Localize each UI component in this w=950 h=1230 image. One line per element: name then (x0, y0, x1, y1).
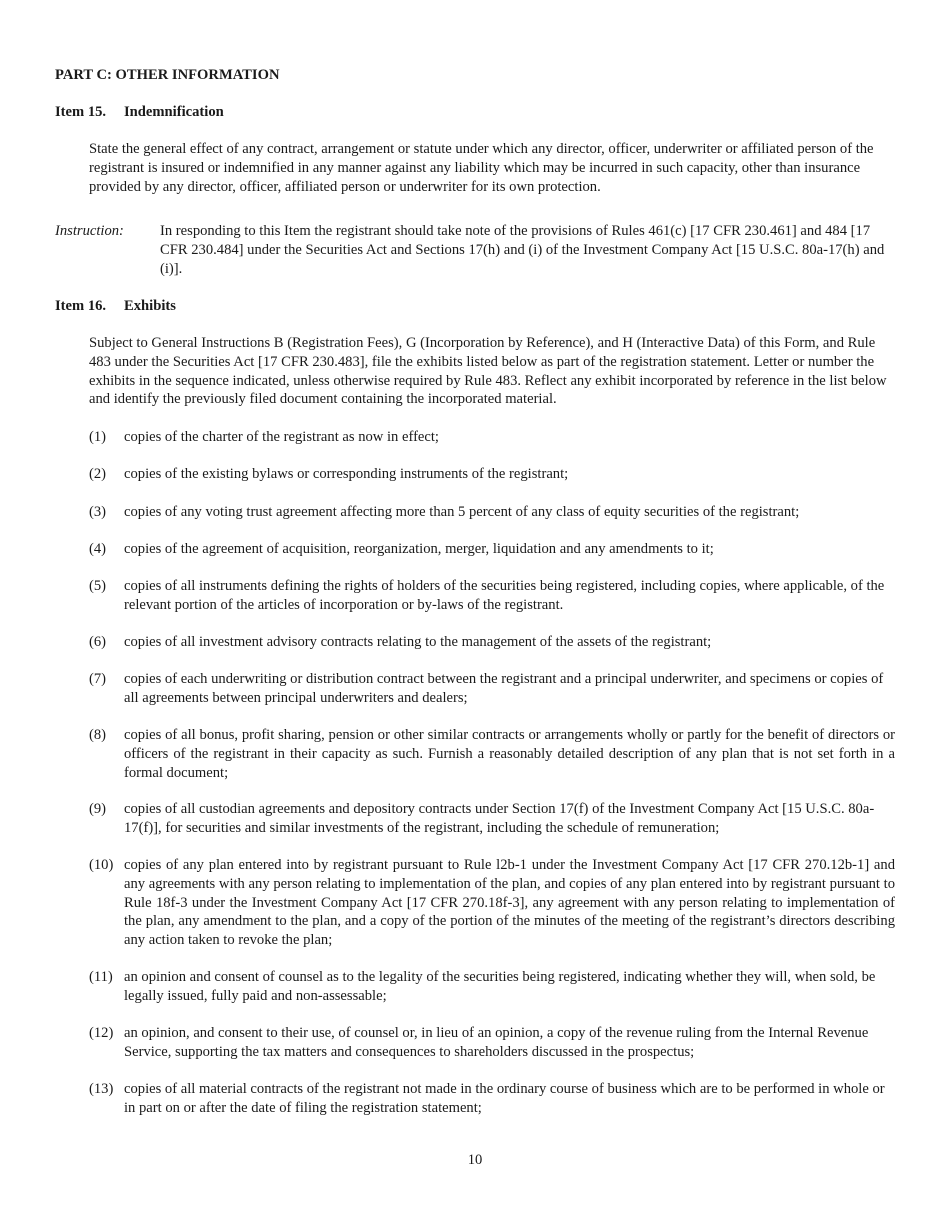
item-15-body: State the general effect of any contract, arrangement or statute under which any director, officer, underwriter or affiliated person of the registrant is insured or indemnified in any manner against any liability which may be incurred in such capacity, other than insurance provided by any director, officer, affiliated person or underwriter for its own protection. (89, 141, 874, 195)
exhibit-text: copies of any plan entered into by registrant pursuant to Rule l2b-1 under the Investment Company Act [17 CFR 270.12b-1] and any agreements with any person relating to implementation of the plan, and copies of any plan entered into by registrant pursuant to Rule 18f-3 under the Investment Company Act [17 CFR 270.18f-3], any agreement with any person relating to implementation of the plan, any amendment to the plan, and a copy of the portion of the minutes of the meeting of the registrant’s directors describing any action taken to revoke the plan; (124, 857, 895, 949)
exhibit-item (89, 540, 895, 559)
exhibit-text: copies of all investment advisory contracts relating to the management of the assets of the registrant; (124, 634, 712, 650)
exhibit-item (89, 1080, 895, 1118)
exhibit-item (89, 1024, 895, 1062)
exhibit-item (89, 503, 895, 522)
exhibit-text: copies of any voting trust agreement affecting more than 5 percent of any class of equity securities of the registrant; (124, 504, 800, 520)
exhibit-text: copies of each underwriting or distribution contract between the registrant and a principal underwriter, and specimens or copies of all agreements between principal underwriters and dealers; (124, 671, 884, 706)
exhibit-number: (5) (89, 578, 107, 594)
exhibit-text: an opinion and consent of counsel as to the legality of the securities being registered, indicating whether they will, when sold, be legally issued, fully paid and non-assessable; (124, 969, 876, 1004)
item-16-title: Exhibits (124, 298, 176, 314)
exhibit-number: (12) (89, 1025, 114, 1041)
exhibit-number: (7) (89, 671, 107, 687)
instruction-label: Instruction: (55, 223, 124, 239)
part-title: PART C: OTHER INFORMATION (55, 67, 280, 83)
page-number: 10 (467, 1152, 483, 1168)
exhibit-item (89, 856, 895, 950)
item-15-number: Item 15. (55, 104, 107, 120)
exhibit-text: copies of the charter of the registrant as now in effect; (124, 429, 439, 445)
exhibit-item (89, 968, 895, 1006)
instruction-text: In responding to this Item the registrant should take note of the provisions of Rules 461(c) [17 CFR 230.461] and 484 [17 CFR 230.484] under the Securities Act and Sections 17(h) and (i) of the Investment Company Act [15 U.S.C. 80a-17(h) and (i)]. (160, 223, 885, 277)
exhibit-item (89, 577, 895, 615)
exhibit-number: (11) (89, 969, 113, 985)
exhibit-item (89, 726, 895, 782)
exhibit-text: copies of all custodian agreements and depository contracts under Section 17(f) of the Investment Company Act [15 U.S.C. 80a-17(f)], for securities and similar investments of the registrant, including the schedule of remuneration; (124, 801, 875, 836)
exhibit-number: (13) (89, 1081, 114, 1097)
exhibit-item (89, 800, 895, 838)
item-15-heading (55, 103, 224, 122)
item-16-body: Subject to General Instructions B (Registration Fees), G (Incorporation by Reference), and H (Interactive Data) of this Form, and Rule 483 under the Securities Act [17 CFR 230.483], file the exhibits listed below as part of the registration statement. Letter or number the exhibits in the sequence indicated, unless otherwise required by Rule 483. Reflect any exhibit incorporated by reference in the list below and identify the previously filed document containing the incorporated material. (89, 335, 887, 408)
item-16-heading (55, 297, 176, 316)
exhibit-text: copies of all material contracts of the registrant not made in the ordinary course of business which are to be performed in whole or in part on or after the date of filing the registration statement; (124, 1081, 885, 1116)
exhibit-item (89, 465, 895, 484)
exhibit-number: (1) (89, 429, 107, 445)
exhibit-text: copies of the agreement of acquisition, reorganization, merger, liquidation and any amendments to it; (124, 541, 714, 557)
exhibit-item (89, 428, 895, 447)
exhibit-text: an opinion, and consent to their use, of counsel or, in lieu of an opinion, a copy of the revenue ruling from the Internal Revenue Service, supporting the tax matters and consequences to shareholders discussed in the prospectus; (124, 1025, 869, 1060)
exhibit-number: (10) (89, 857, 114, 873)
exhibit-number: (3) (89, 504, 107, 520)
exhibit-item (89, 633, 895, 652)
exhibit-text: copies of all instruments defining the rights of holders of the securities being registered, including copies, where applicable, of the relevant portion of the articles of incorporation or by-laws of the registrant. (124, 578, 885, 613)
item-15-title: Indemnification (124, 104, 224, 120)
exhibit-number: (6) (89, 634, 107, 650)
exhibit-number: (9) (89, 801, 107, 817)
exhibit-text: copies of the existing bylaws or corresponding instruments of the registrant; (124, 466, 569, 482)
exhibit-number: (2) (89, 466, 107, 482)
exhibit-number: (8) (89, 727, 107, 743)
exhibit-text: copies of all bonus, profit sharing, pension or other similar contracts or arrangements wholly or partly for the benefit of directors or officers of the registrant in their capacity as such. Furnish a reasonably detailed description of any plan that is not set forth in a formal document; (124, 727, 895, 781)
item-16-number: Item 16. (55, 298, 107, 314)
exhibit-item (89, 670, 895, 708)
exhibit-number: (4) (89, 541, 107, 557)
